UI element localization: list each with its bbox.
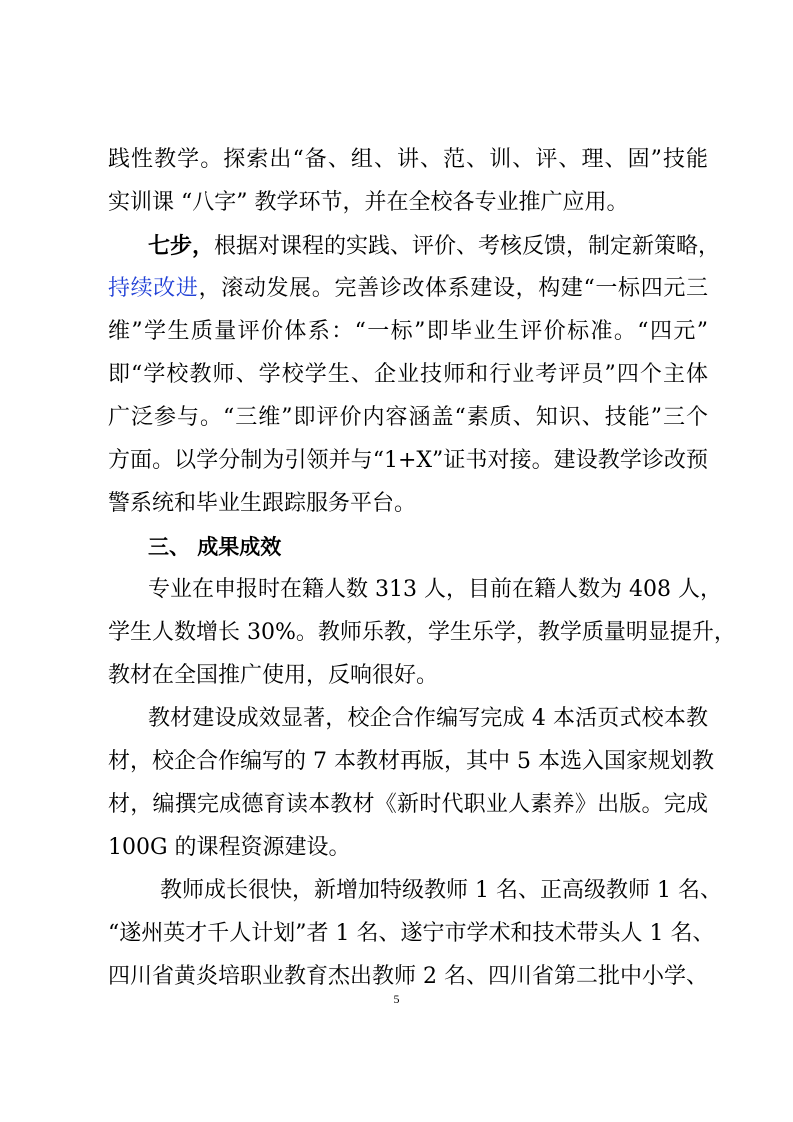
para1-line1: 践性教学。探索出“备、组、讲、范、训、评、理、固”技能 — [108, 147, 708, 172]
section-heading: 三、 成果成效 — [148, 535, 282, 559]
para2-line6: 方面。以学分制为引领并与“1+X”证书对接。建设教学诊改预 — [108, 448, 708, 473]
para2-line1 — [148, 229, 721, 264]
para1-line2: 实训课 “八字” 教学环节，并在全校各专业推广应用。 — [108, 190, 629, 215]
para4-line3: 材，编撰完成德育读本教材《新时代职业人素养》出版。完成 — [108, 792, 708, 817]
para5-line3: 四川省黄炎培职业教育杰出教师 2 名、四川省第二批中小学、 — [108, 964, 708, 989]
para5-line2: “遂州英才千人计划”者 1 名、遂宁市学术和技术带头人 1 名、 — [108, 921, 715, 946]
para3-line3: 教材在全国推广使用，反响很好。 — [108, 663, 439, 688]
para4-line4: 100G 的课程资源建设。 — [108, 835, 351, 860]
para4-line1: 教材建设成效显著，校企合作编写完成 4 本活页式校本教 — [148, 706, 708, 731]
para2-bold-lead: 七步， — [148, 233, 215, 259]
para5-line1: 教师成长很快，新增加特级教师 1 名、正高级教师 1 名、 — [160, 878, 722, 903]
para2-line3: 维”学生质量评价体系：“一标”即毕业生评价标准。“四元” — [108, 319, 708, 344]
para3-line2: 学生人数增长 30%。教师乐教，学生乐学，教学质量明显提升， — [108, 620, 736, 645]
para2-line7: 警系统和毕业生跟踪服务平台。 — [108, 491, 417, 516]
para2-line5: 广泛参与。“三维”即评价内容涵盖“素质、知识、技能”三个 — [108, 405, 708, 430]
page-number: 5 — [393, 992, 400, 1006]
para2-line2-text: ，滚动发展。完善诊改体系建设，构建“一标四元三 — [198, 276, 708, 301]
para2-line4: 即“学校教师、学校学生、企业技师和行业考评员”四个主体 — [108, 362, 708, 387]
para3-line1: 专业在申报时在籍人数 313 人，目前在籍人数为 408 人， — [148, 577, 722, 602]
continuous-improvement-link[interactable]: 持续改进 — [108, 276, 199, 301]
para2-line2 — [108, 272, 708, 306]
para2-line1-text: 根据对课程的实践、评价、考核反馈，制定新策略， — [214, 234, 721, 259]
para4-line2: 材，校企合作编写的 7 本教材再版，其中 5 本选入国家规划教 — [108, 749, 714, 774]
